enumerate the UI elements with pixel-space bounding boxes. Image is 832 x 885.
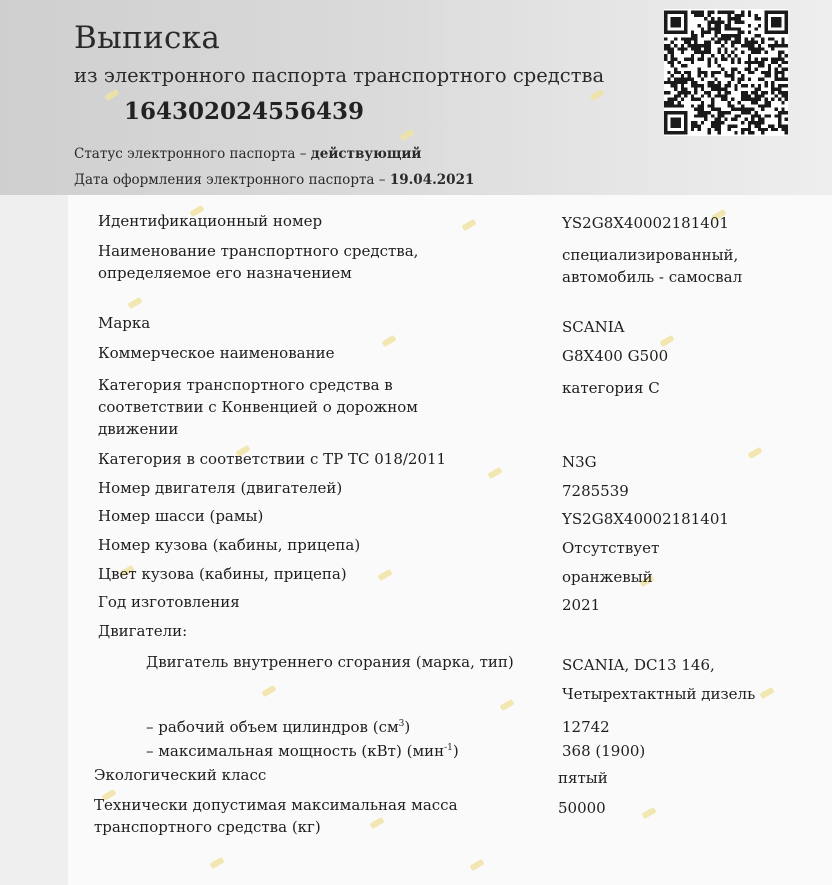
engine-number-label: Номер двигателя (двигателей) xyxy=(98,479,343,497)
document-subtitle: из электронного паспорта транспортного средства xyxy=(74,64,605,87)
displacement-label-prefix: – рабочий объем цилиндров (см xyxy=(146,718,399,736)
max-mass-label: Технически допустимая максимальная масса транспортного средства (кг) xyxy=(94,796,458,836)
max-mass-value: 50000 xyxy=(558,799,606,817)
body-number-label: Номер кузова (кабины, прицепа) xyxy=(98,536,361,554)
chassis-number-value: YS2G8X40002181401 xyxy=(562,510,729,528)
ice-value-line2: Четырехтактный дизель xyxy=(562,685,756,703)
engines-heading: Двигатели: xyxy=(98,622,188,640)
year-label: Год изготовления xyxy=(98,593,240,611)
commercial-name-label: Коммерческое наименование xyxy=(98,344,335,362)
vehicle-name-value: специализированный, автомобиль - самосвал xyxy=(562,246,743,286)
displacement-label-suffix: ) xyxy=(404,718,411,736)
body-number-value: Отсутствует xyxy=(562,539,660,557)
engine-number-value: 7285539 xyxy=(562,482,629,500)
power-label-sup: -1 xyxy=(444,743,453,753)
displacement-label xyxy=(146,713,410,738)
date-label: Дата оформления электронного паспорта – xyxy=(74,172,390,188)
brand-label: Марка xyxy=(98,314,151,332)
brand-value: SCANIA xyxy=(562,318,625,336)
category-convention-label: Категория транспортного средства в соответствии с Конвенцией о дорожном движении xyxy=(98,376,418,438)
category-tr-value: N3G xyxy=(562,453,597,471)
category-tr-label: Категория в соответствии с ТР ТС 018/2011 xyxy=(98,450,447,468)
body-color-value: оранжевый xyxy=(562,568,653,586)
vin-label: Идентификационный номер xyxy=(98,212,323,230)
passport-date xyxy=(74,172,474,188)
commercial-name-value: G8X400 G500 xyxy=(562,347,669,365)
eco-class-label: Экологический класс xyxy=(94,766,267,784)
category-convention-value: категория C xyxy=(562,379,660,397)
displacement-label-sup: 3 xyxy=(398,719,405,729)
power-label xyxy=(146,737,459,762)
power-label-prefix: – максимальная мощность (кВт) (мин xyxy=(146,742,445,760)
body-color-label: Цвет кузова (кабины, прицепа) xyxy=(98,565,347,583)
vin-value: YS2G8X40002181401 xyxy=(562,214,729,232)
ice-value-line1: SCANIA, DC13 146, xyxy=(562,656,715,674)
year-value: 2021 xyxy=(562,596,601,614)
power-value: 368 (1900) xyxy=(562,742,646,760)
ice-label: Двигатель внутреннего сгорания (марка, тип) xyxy=(146,653,514,671)
passport-status xyxy=(74,146,421,162)
passport-number: 164302024556439 xyxy=(124,98,365,125)
date-value: 19.04.2021 xyxy=(389,172,475,188)
eco-class-value: пятый xyxy=(558,769,608,787)
qr-code-icon xyxy=(664,9,788,136)
document-title: Выписка xyxy=(74,20,221,56)
vehicle-name-label: Наименование транспортного средства, определяемое его назначением xyxy=(98,242,419,282)
chassis-number-label: Номер шасси (рамы) xyxy=(98,507,264,525)
status-label: Статус электронного паспорта – xyxy=(74,146,311,162)
status-value: действующий xyxy=(310,146,422,162)
displacement-value: 12742 xyxy=(562,718,610,736)
power-label-suffix: ) xyxy=(452,742,459,760)
